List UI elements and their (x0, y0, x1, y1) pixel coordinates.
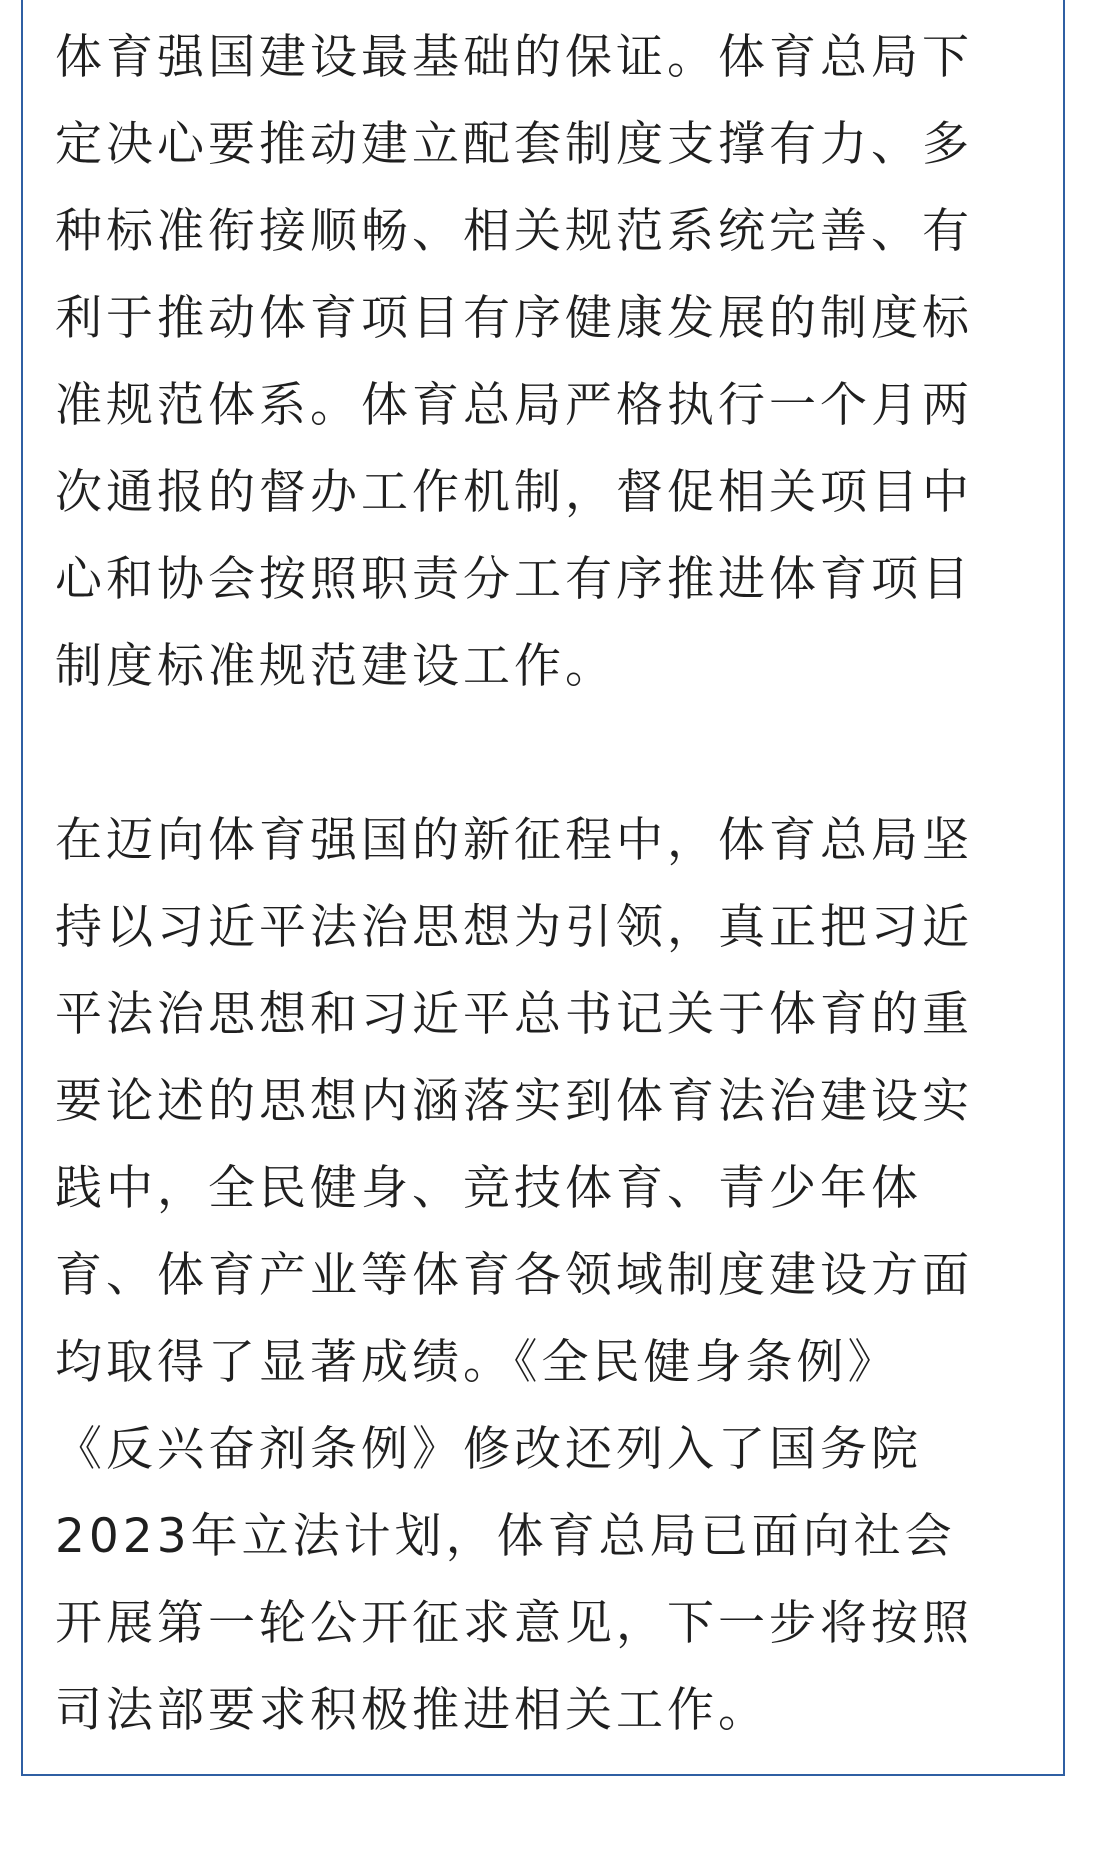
text-line: 次通报的督办工作机制，督促相关项目中 (55, 465, 973, 520)
text-line: 种标准衔接顺畅、相关规范系统完善、有 (55, 204, 973, 259)
text-line: 平法治思想和习近平总书记关于体育的重 (55, 987, 973, 1042)
text-line: 开展第一轮公开征求意见，下一步将按照 (55, 1596, 973, 1651)
text-line: 定决心要推动建立配套制度支撑有力、多 (55, 117, 973, 172)
text-line: 利于推动体育项目有序健康发展的制度标 (55, 291, 973, 346)
paragraph-1 (55, 14, 1035, 710)
text-line: 育、体育产业等体育各领域制度建设方面 (55, 1248, 973, 1303)
text-line: 在迈向体育强国的新征程中，体育总局坚 (55, 813, 973, 868)
text-line: 准规范体系。体育总局严格执行一个月两 (55, 378, 973, 433)
text-line: 持以习近平法治思想为引领，真正把习近 (55, 900, 973, 955)
text-line: 2023年立法计划，体育总局已面向社会 (55, 1509, 956, 1564)
text-line: 制度标准规范建设工作。 (55, 639, 616, 694)
paragraph-spacer (55, 710, 1035, 797)
paragraph-2 (55, 797, 1035, 1754)
text-line: 《反兴奋剂条例》修改还列入了国务院 (55, 1422, 922, 1477)
text-line: 司法部要求积极推进相关工作。 (55, 1683, 769, 1738)
text-line: 要论述的思想内涵落实到体育法治建设实 (55, 1074, 973, 1129)
text-line: 均取得了显著成绩。《全民健身条例》 (55, 1335, 899, 1390)
text-line: 心和协会按照职责分工有序推进体育项目 (55, 552, 973, 607)
text-line: 践中，全民健身、竞技体育、青少年体 (55, 1161, 922, 1216)
text-line: 体育强国建设最基础的保证。体育总局下 (55, 30, 973, 85)
article-body (55, 14, 1035, 1754)
